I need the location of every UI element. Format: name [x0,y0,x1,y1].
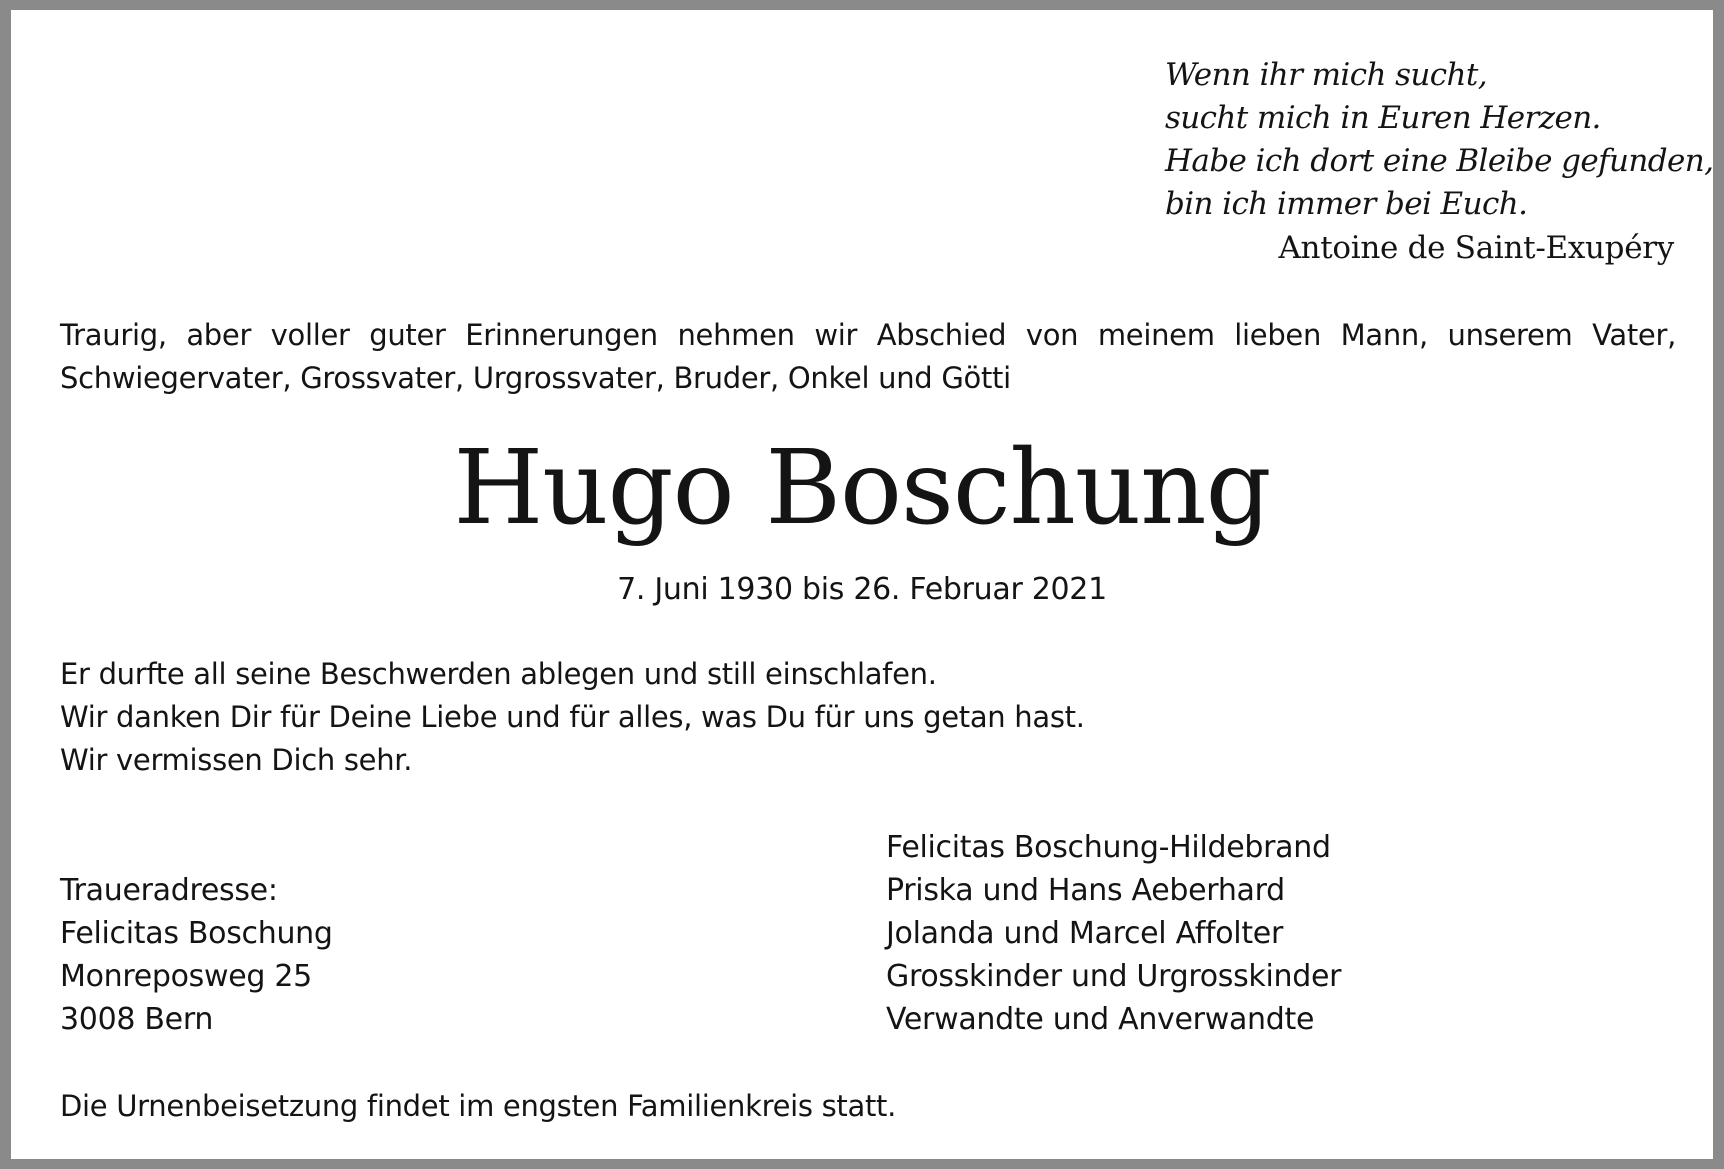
address-line: Felicitas Boschung [60,916,333,951]
intro-text: Traurig, aber voller guter Erinnerungen nehmen wir Abschied von meinem lieben Mann, unserem Vater, Schwiegervater, Grossvater, Urgrossvater, Bruder, Onkel und Götti [60,318,1676,395]
mourner-item: Grosskinder und Urgrosskinder [886,959,1342,994]
message-line: Wir danken Dir für Deine Liebe und für alles, was Du für uns getan hast. [60,700,1085,734]
closing-note: Die Urnenbeisetzung findet im engsten Familienkreis statt. [60,1089,897,1123]
mourner-item: Verwandte und Anverwandte [886,1002,1315,1037]
mourning-address [60,869,333,1041]
mourner-item: Jolanda und Marcel Affolter [886,916,1283,951]
obituary-notice [11,10,1713,1159]
quote-author: Antoine de Saint-Exupéry [1278,230,1674,266]
life-dates: 7. Juni 1930 bis 26. Februar 2021 [617,572,1107,607]
quote-line: bin ich immer bei Euch. [1165,186,1528,222]
mourner-item: Felicitas Boschung-Hildebrand [886,830,1331,865]
message-line: Wir vermissen Dich sehr. [60,743,413,777]
quote-line: sucht mich in Euren Herzen. [1165,100,1601,136]
quote-line: Habe ich dort eine Bleibe gefunden, [1165,143,1714,179]
address-line: Monreposweg 25 [60,959,312,994]
address-label: Traueradresse: [60,873,278,908]
address-line: 3008 Bern [60,1002,214,1037]
quote-line: Wenn ihr mich sucht, [1165,57,1488,93]
message-line: Er durfte all seine Beschwerden ablegen und still einschlafen. [60,657,937,691]
mourner-item: Priska und Hans Aeberhard [886,873,1285,908]
farewell-message [60,653,1085,782]
quote-block [1165,54,1714,226]
mourners-list [886,826,1341,1041]
deceased-name: Hugo Boschung [453,428,1271,548]
